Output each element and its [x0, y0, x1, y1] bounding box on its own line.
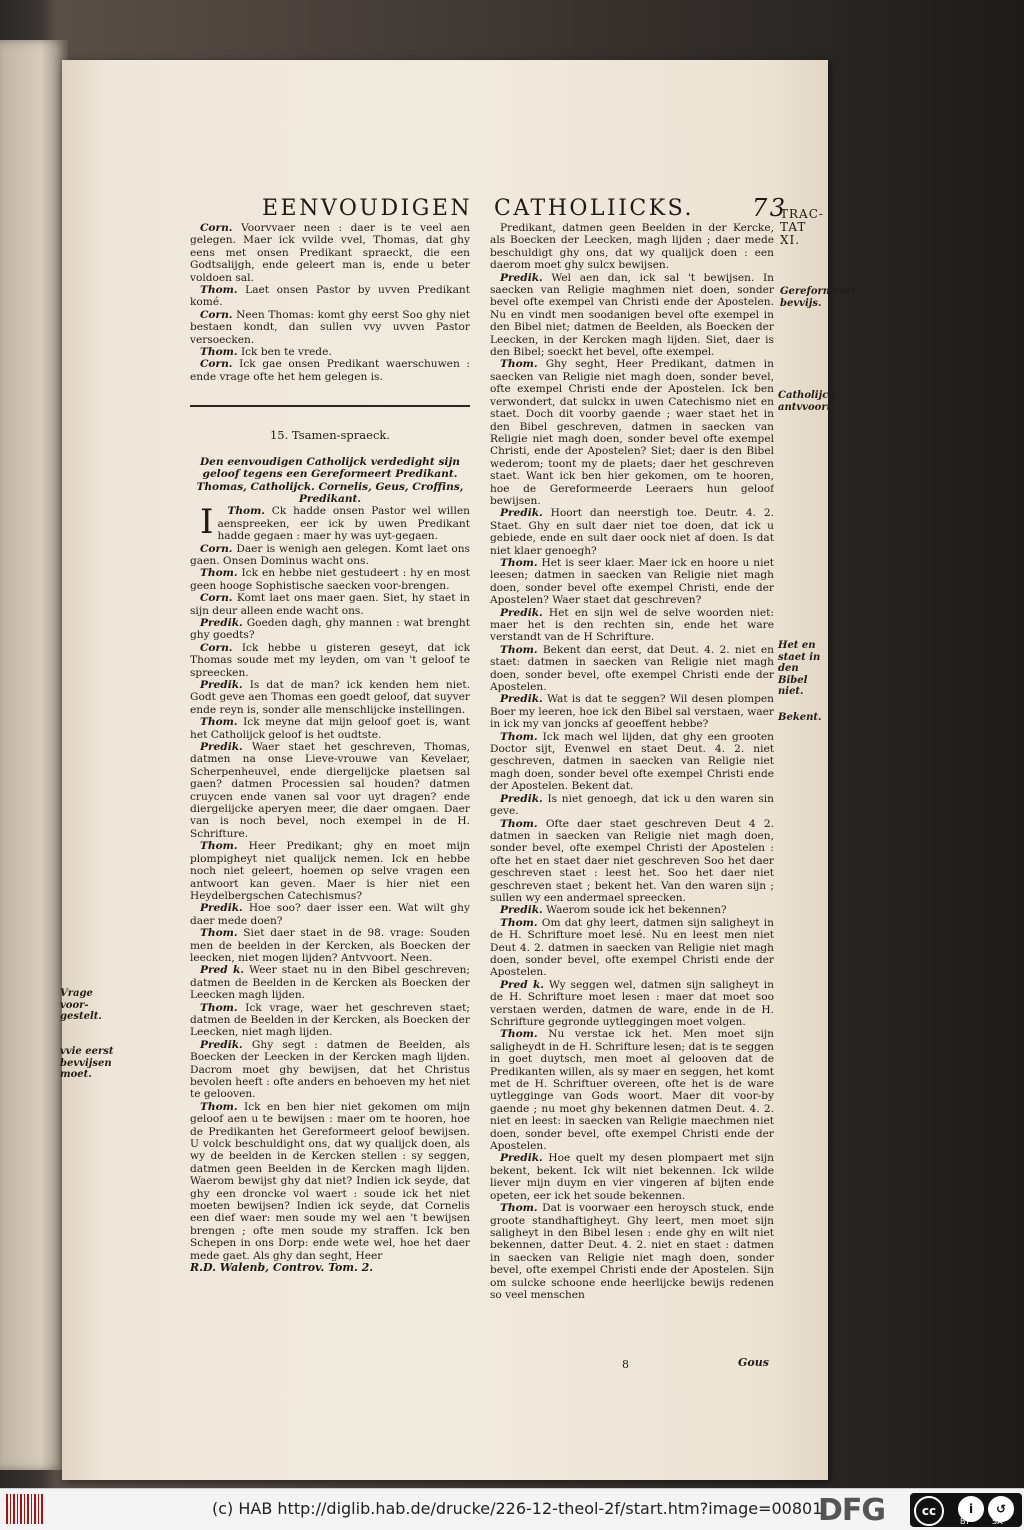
speech-text: Daer is wenigh aen gelegen. Komt laet ons gaen. Onsen Dominus wacht ons. — [190, 542, 470, 567]
speaker-label: Predik. — [200, 741, 243, 754]
speech-text: Hoe quelt my desen plompaert met sijn bekent, bekent. Ick wilt niet bekennen. Ick wilde liever mijn duym en vier vingeren af bijten ende opeten, eer ick het soude bekennen. — [490, 1152, 774, 1202]
source-credit[interactable]: (c) HAB http://diglib.hab.de/drucke/226-12-theol-2f/start.htm?image=00801 — [212, 1499, 823, 1518]
speech-text: Laet onsen Pastor by uvven Predikant komé. — [190, 284, 470, 309]
speaker-label: Thom. — [200, 716, 238, 729]
book-page — [60, 60, 856, 1480]
dialogue-paragraph — [190, 679, 470, 716]
dialogue-paragraph — [490, 904, 774, 916]
left-intro — [190, 222, 470, 383]
speech-text: Predikant, datmen geen Beelden in der Kercke, als Boecken der Leecken, magh lijden ; daer mede beschuldigt ghy ons, dat wy qualijck doen : een daerom moet ghy sulcx bewijsen. — [490, 222, 774, 272]
speech-text: Wat is dat te seggen? Wil desen plompen Boer my leeren, hoe ick den Bibel sal verstaen, waer in ick my van joncks af geoeffent hebbe? — [490, 693, 774, 731]
dialogue-paragraph — [190, 222, 470, 284]
speech-text: Hoort dan neerstigh toe. Deutr. 4. 2. Staet. Ghy en sult daer niet toe doen, dat ick u gebiede, ende en sult daer oock niet af doen. Is dat niet klaer genoegh? — [490, 507, 774, 557]
speech-text: Ick en hebbe niet gestudeert : hy en most geen hooge Sophistische saecken voor-brengen. — [190, 567, 470, 592]
speaker-label: Pred k. — [200, 964, 245, 977]
attribution-icon: i — [958, 1496, 984, 1522]
speaker-label: Predik. — [500, 271, 543, 284]
left-page-edge — [0, 40, 68, 1470]
speech-text: Ck hadde onsen Pastor wel willen aenspreeken, eer ick by uwen Predikant hadde gegaen : maer hy was uyt-gegaen. — [217, 505, 470, 543]
speaker-label: Predik. — [500, 1152, 543, 1165]
dialogue-paragraph — [190, 346, 470, 358]
page-number: 73 — [752, 194, 788, 222]
speaker-label: Corn. — [200, 358, 233, 371]
dialogue-paragraph — [190, 284, 470, 309]
speaker-label: Predik. — [500, 792, 543, 805]
speaker-label: Thom. — [200, 284, 238, 297]
drop-cap: I — [200, 502, 214, 543]
dialogue-paragraph — [190, 543, 470, 568]
speaker-label: Predik. — [500, 904, 543, 917]
speaker-label: Predik. — [500, 606, 543, 619]
speech-text: Voorvvaer neen : daer is te veel aen gelegen. Maer ick vvilde vvel, Thomas, dat ghy eens met onsen Predikant spraeckt, die een Godtsalijgh, ende geleert man is, ende u beter voldoen sal. — [190, 222, 470, 284]
tract-tab — [780, 208, 828, 247]
speaker-label: Thom. — [500, 1202, 538, 1215]
speaker-label: Thom. — [200, 346, 238, 359]
dialogue-paragraph — [490, 557, 774, 607]
tract-tab-line: TRAC- — [780, 207, 824, 221]
dialogue-paragraph — [190, 617, 470, 642]
speech-text: Ick vrage, waer het geschreven staet; datmen de Beelden in der Kercken, als Boecken der Leecken, niet magh lijden. — [190, 1001, 470, 1039]
speaker-label: Thom. — [500, 1028, 538, 1041]
share-alike-icon: ↺ — [988, 1496, 1014, 1522]
reference-footer: R.D. Walenb, Controv. Tom. 2. — [190, 1261, 374, 1275]
speaker-label: Predik. — [200, 679, 243, 691]
speech-text: Hoe soo? daer isser een. Wat wilt ghy daer mede doen? — [190, 902, 470, 927]
margin-note: vvie eerst bevvijsen moet. — [60, 1046, 114, 1080]
speaker-label: Predik. — [500, 507, 543, 520]
signature-mark: 8 — [622, 1358, 629, 1371]
dialogue-paragraph — [490, 358, 774, 507]
dialogue-paragraph — [490, 1028, 774, 1152]
dialogue-paragraph — [490, 644, 774, 694]
dialogue-paragraph — [190, 1039, 470, 1101]
speaker-label: Corn. — [200, 222, 233, 234]
dialogue-paragraph — [490, 693, 774, 730]
speaker-label: Corn. — [200, 308, 233, 321]
chapter-title: 15. Tsamen-spraeck. — [269, 428, 391, 443]
speech-text: Ghy seght, Heer Predikant, datmen in saecken van Religie niet magh doen, sonder bevel, ofte exempel Christi ende der Apostelen. Ick ben verwondert, dat sulckx in uwen Catechismo niet en staet. Doch dit voorby gaende ; waer staet het in den Bibel geschreven, datmen in saecken van Religie niet magh doen, sonder bevel ofte exempel Christi, ende der Apostelen? Siet; daer is den Bibel wederom; toont my de plaets; daer het geschreven staet. Want ick ben hier gekomen, om te hooren, hoe de Gereformeerde Leeraers hun geloof bewijsen. — [490, 358, 774, 507]
speaker-label: Thom. — [500, 556, 538, 569]
dialogue-paragraph — [490, 979, 774, 1029]
dialogue-paragraph — [490, 607, 774, 644]
speaker-label: Thom. — [500, 358, 538, 371]
speaker-label: Thom. — [500, 643, 538, 656]
speaker-label: Thom. — [200, 567, 238, 580]
dialogue-paragraph — [490, 917, 774, 979]
speech-text: Ick meyne dat mijn geloof goet is, want het Catholijck geloof is het oudtste. — [190, 716, 470, 741]
license-sa-label: SA — [992, 1517, 1003, 1526]
dialogue-paragraph — [490, 793, 774, 818]
speaker-label: Corn. — [200, 592, 233, 605]
speech-text: Nu verstae ick het. Men moet sijn saligheydt in de H. Schrifture lesen; dat is te seggen in goet duytsch, men moet al gelooven dat de Predikanten willen, als sy maer en seggen, het komt met de H. Schriftuer overeen, ofte het is de ware uytlegginge van Gods woort. Maer dit voor-by gaende ; nu moet ghy bekennen datmen Deut. 4. 2. niet en leest: in saecken van Religie maechmen niet doen, sonder bevel, ofte exempel Christi ende der Apostelen. — [490, 1028, 774, 1153]
speech-text: Weer staet nu in den Bibel geschreven; datmen de Beelden in de Kercken als Boecken der Leecken magh lijden. — [190, 964, 470, 1002]
speech-text: Siet daer staet in de 98. vrage: Souden men de beelden in der Kercken, als Boecken der leecken, niet mogen lijden? Antvvoort. Neen. — [190, 927, 470, 964]
speech-text: Ick gae onsen Predikant waerschuwen : ende vrage ofte het hem gelegen is. — [190, 358, 470, 383]
dfg-logo: DFG — [818, 1493, 886, 1528]
speech-text: Waerom soude ick het bekennen? — [546, 904, 727, 917]
dialogue-paragraph — [490, 818, 774, 905]
speaker-label: Corn. — [200, 542, 233, 555]
margin-note: Gereformeert bevvijs. — [780, 286, 856, 309]
speaker-label: Thom. — [500, 730, 538, 743]
right-column — [490, 222, 774, 1372]
speaker-label: Thom. — [500, 916, 538, 929]
dialogue-paragraph — [190, 642, 470, 679]
header-left: EENVOUDIGEN — [262, 196, 473, 221]
dialogue-paragraph — [190, 840, 470, 902]
dialogue-paragraph — [490, 1152, 774, 1202]
dialogue-paragraph — [190, 567, 470, 592]
chapter-subtitle: Den eenvoudigen Catholijck verdedight sijn geloof tegens een Gereformeert Predikant. — [200, 455, 460, 481]
cc-icon: cc — [914, 1496, 944, 1526]
speech-text: Ghy segt : datmen de Beelden, als Boecken der Leecken in der Kercken magh lijden. Dacrom moet ghy bewijsen, dat het Christus bevolen heeft : ofte anders en behoeven my het niet te gelooven. — [190, 1038, 470, 1101]
dialogue-paragraph — [190, 741, 470, 840]
margin-note: Bekent. — [778, 712, 822, 723]
speech-text: Ick en ben hier niet gekomen om mijn geloof aen u te bewijsen : maer om te hooren, hoe de Predikanten het Gereformeert geloof bewijsen. U volck beschuldight ons, dat wy qualijck doen, als wy de beelden in de Kercken stellen : sy seggen, datmen geen Beelden in de Kercken magh lijden. Waerom bewijst ghy dat niet? Indien ick seyde, dat ghy een droncke vol waert : soude ick het niet moeten bewijsen? Indien ick seyde, dat Cornelis een dief waer: men soude my wel aen 't bewijsen brengen ; ofte men soude my straffen. Ick ben Schepen in ons Dorp: ende wete wel, hoe het daer mede gaet. Als ghy dan seght, Heer — [190, 1100, 470, 1262]
dialogue-paragraph — [490, 1202, 774, 1301]
speaker-label: Corn. — [200, 641, 233, 654]
dialogue-paragraph — [190, 358, 470, 383]
dialogue-paragraph — [490, 507, 774, 557]
catchword: Gous — [738, 1356, 769, 1369]
speech-text: Het is seer klaer. Maer ick en hoore u niet leesen; datmen in saecken van Religie niet magh doen, sonder bevel ofte exempel Christi, ende der Apostelen? Waer staet dat geschreven? — [490, 556, 774, 607]
library-barcode-icon — [6, 1494, 44, 1524]
speaker-label: Pred k. — [500, 978, 544, 991]
dialogue-paragraph — [190, 502, 470, 543]
viewer-footer — [0, 1488, 1024, 1530]
speech-text: Wy seggen wel, datmen sijn saligheyt in de H. Schrifture moet lesen : maer dat moet soo verstaen werden, datmen de ware, ende in de H. Schrifture gegronde uytleggingen moet volgen. — [490, 978, 774, 1028]
cc-license-badge[interactable] — [910, 1493, 1022, 1527]
section-divider — [190, 405, 470, 407]
header-right: CATHOLIICKS. — [494, 196, 694, 221]
left-dialogue — [190, 502, 470, 1262]
speaker-label: Thom. — [200, 927, 238, 940]
dialogue-paragraph — [190, 902, 470, 927]
speech-text: Is niet genoegh, dat ick u den waren sin geve. — [490, 792, 774, 818]
dialogue-paragraph — [490, 731, 774, 793]
speech-text: Ick mach wel lijden, dat ghy een grooten Doctor sijt, Evenwel en staet Deut. 4. 2. niet geschreven, datmen in saecken van Religie niet magh doen, sonder bevel ofte exempel Christi ende der Apostelen. Bekent dat. — [490, 730, 774, 793]
speaker-label: Thom. — [500, 817, 538, 830]
speech-text: Waer staet het geschreven, Thomas, datmen na onse Lieve-vrouwe van Kevelaer, Scherpenheuvel, ende diergelijcke plaetsen sal gaen? datmen Processien sal houden? datmen cruycen ende vanen sal voor uyt dragen? ende diergelijcke aperyen meer, die daer omgaen. Daer van is noch bevel, noch exempel in de H. Schrifture. — [190, 741, 470, 840]
speech-text: Ick hebbe u gisteren geseyt, dat ick Thomas soude met my leyden, om van 't geloof te spreecken. — [190, 641, 470, 679]
margin-note: Het en staet in den Bibel niet. — [778, 640, 821, 697]
speaker-label: Thom. — [200, 1001, 238, 1014]
dialogue-paragraph — [190, 927, 470, 964]
speech-text: Ofte daer staet geschreven Deut 4 2. datmen in saecken van Religie niet magh doen, sonder bevel, ofte exempel Christi der Apostelen : ofte het en staet daer niet geschreven Soo het daer geschreven staet : leest het. Soo het daer niet geschreven staet ; bekent het. Van den waren sijn ; sullen wy een andermael spreecken. — [490, 817, 774, 904]
speaker-label: Predik. — [200, 902, 243, 915]
margin-note: Catholijck antvvoort. — [778, 390, 836, 413]
tract-tab-line: TAT XI. — [780, 220, 807, 247]
speaker-label: Thom. — [200, 1100, 238, 1113]
speech-text: Bekent dan eerst, dat Deut. 4. 2. niet en staet: datmen in saecken van Religie niet magh doen, sonder bevel, ofte exempel Christi ende der Apostelen. — [490, 643, 774, 694]
dialogue-paragraph — [190, 309, 470, 346]
left-column — [190, 222, 470, 1382]
right-dialogue — [490, 222, 774, 1301]
dialogue-paragraph — [190, 1101, 470, 1262]
speaker-label: Predik. — [500, 693, 543, 706]
speech-text: Ick ben te vrede. — [240, 346, 332, 359]
speech-text: Neen Thomas: komt ghy eerst Soo ghy niet bestaen kondt, dan sullen vvy uvven Pastor versoecken. — [190, 308, 470, 346]
dramatis-personae: Thomas, Catholijck. Cornelis, Geus, Croffins, Predikant. — [196, 480, 464, 505]
margin-note: Vrage voor-gestelt. — [60, 988, 102, 1022]
speech-text: Dat is voorwaer een heroysch stuck, ende groote standhaftigheyt. Ghy leert, men moet sijn saligheyt in den Bibel lesen : ende ghy en wilt niet bekennen, datter Deut. 4. 2. niet en staet : datmen in saecken van Religie niet magh doen, sonder bevel, ofte exempel Christi ende der Apostelen. Sijn om sulcke schoone ende heerlijcke bewijs redenen so veel menschen — [490, 1202, 774, 1301]
speech-text: Is dat de man? ick kenden hem niet. Godt geve aen Thomas een goedt geloof, dat suyver ende reyn is, sonder alle menschlijcke instellingen. — [190, 679, 470, 716]
speech-text: Het en sijn wel de selve woorden niet: maer het is den rechten sin, ende het ware verstandt van de H Schrifture. — [490, 606, 774, 644]
dialogue-paragraph — [490, 222, 774, 272]
speech-text: Komt laet ons maer gaen. Siet, hy staet in sijn deur alleen ende wacht ons. — [190, 592, 470, 617]
dialogue-paragraph — [490, 272, 774, 359]
speaker-label: Predik. — [200, 1038, 243, 1051]
dialogue-paragraph — [190, 1002, 470, 1039]
dialogue-paragraph — [190, 716, 470, 741]
speaker-label: Thom. — [200, 840, 238, 853]
speaker-label: Thom. — [227, 505, 265, 518]
speech-text: Om dat ghy leert, datmen sijn saligheyt in de H. Schrifture moet lesé. Nu en leest men niet Deut 4. 2. datmen in saecken van Religie niet magh doen, sonder bevel, ofte exempel Christi ende der Apostelen. — [490, 916, 774, 979]
speech-text: Heer Predikant; ghy en moet mijn plompigheyt niet qualijck nemen. Ick en hebbe noch niet geleert, hoemen op selve vragen een antwoort kan geven. Maer is hier niet een Heydelbergschen Catechismus? — [190, 840, 470, 902]
dialogue-paragraph — [190, 964, 470, 1001]
dialogue-paragraph — [190, 592, 470, 617]
speech-text: Wel aen dan, ick sal 't bewijsen. In saecken van Religie maghmen niet doen, sonder bevel ofte exempel van Christi ende der Apostelen. Nu en vindt men soodanigen bevel ofte exempel in den Bibel niet; datmen de Beelden, als Boecken der Leecken, in der Kercken magh lijden. Siet, daer is den Bibel; soeckt het bevel, ofte exempel. — [490, 271, 774, 359]
license-by-label: BY — [960, 1517, 970, 1526]
speaker-label: Predik. — [200, 616, 243, 629]
speech-text: Goeden dagh, ghy mannen : wat brenght ghy goedts? — [190, 616, 470, 642]
